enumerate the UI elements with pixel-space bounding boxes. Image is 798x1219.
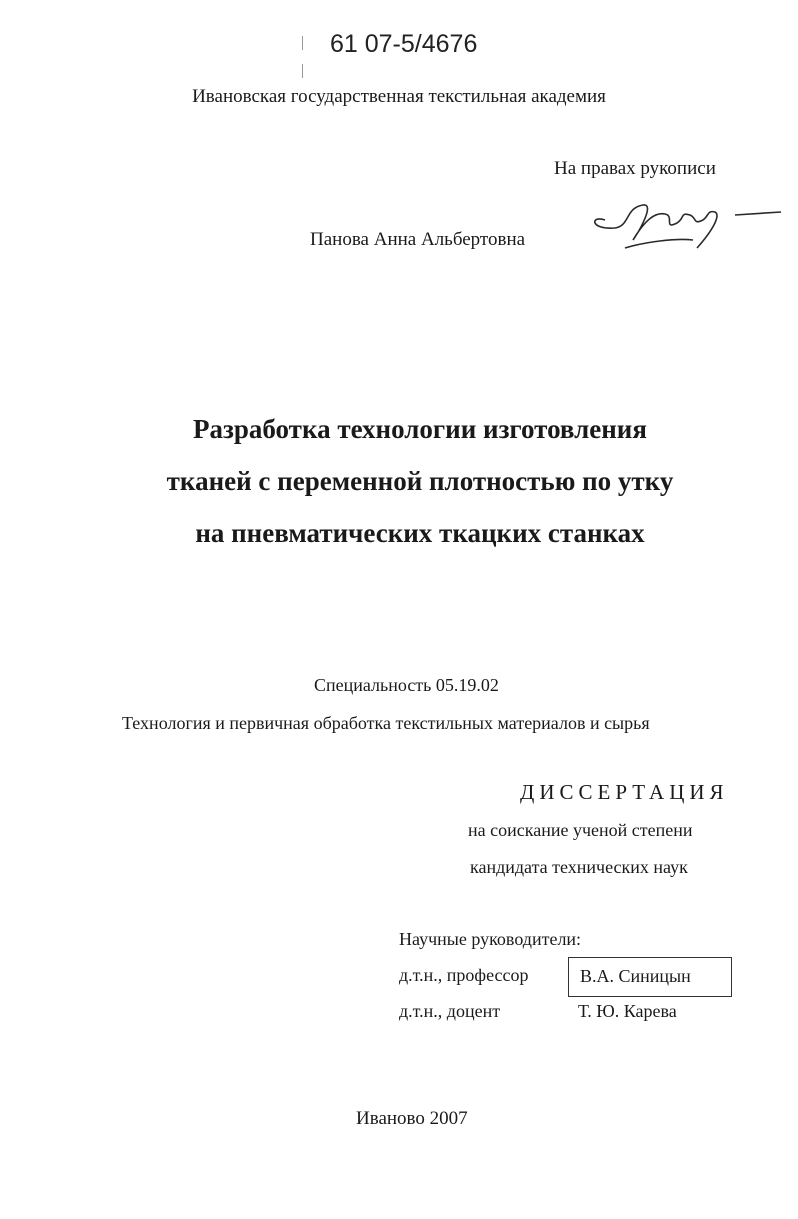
manuscript-rights: На правах рукописи [554, 158, 716, 179]
advisors-heading: Научные руководители: [399, 929, 582, 949]
advisor-name: Т. Ю. Карева [578, 1001, 677, 1021]
advisor-name: В.А. Синицын [580, 966, 691, 986]
specialty-code: Специальность 05.19.02 [314, 675, 499, 695]
archive-stamp: 61 07-5/4676 [330, 30, 478, 58]
degree-line: кандидата технических наук [470, 857, 688, 877]
advisor-title: д.т.н., профессор [399, 965, 529, 985]
author-name: Панова Анна Альбертовна [310, 229, 526, 250]
degree-line: на соискание ученой степени [468, 820, 693, 840]
scan-mark [302, 64, 303, 78]
title-line: Разработка технологии изготовления [193, 414, 647, 444]
title-line: тканей с переменной плотностью по утку [166, 466, 674, 496]
document-type: ДИССЕРТАЦИЯ [520, 780, 729, 804]
author-signature [585, 190, 785, 260]
scan-mark [302, 36, 303, 50]
title-line: на пневматических ткацких станках [195, 518, 645, 548]
organization-name: Ивановская государственная текстильная академия [192, 86, 606, 107]
advisor-title: д.т.н., доцент [399, 1001, 501, 1021]
specialty-name: Технология и первичная обработка текстильных материалов и сырья [122, 713, 650, 733]
city-year: Иваново 2007 [356, 1108, 468, 1129]
